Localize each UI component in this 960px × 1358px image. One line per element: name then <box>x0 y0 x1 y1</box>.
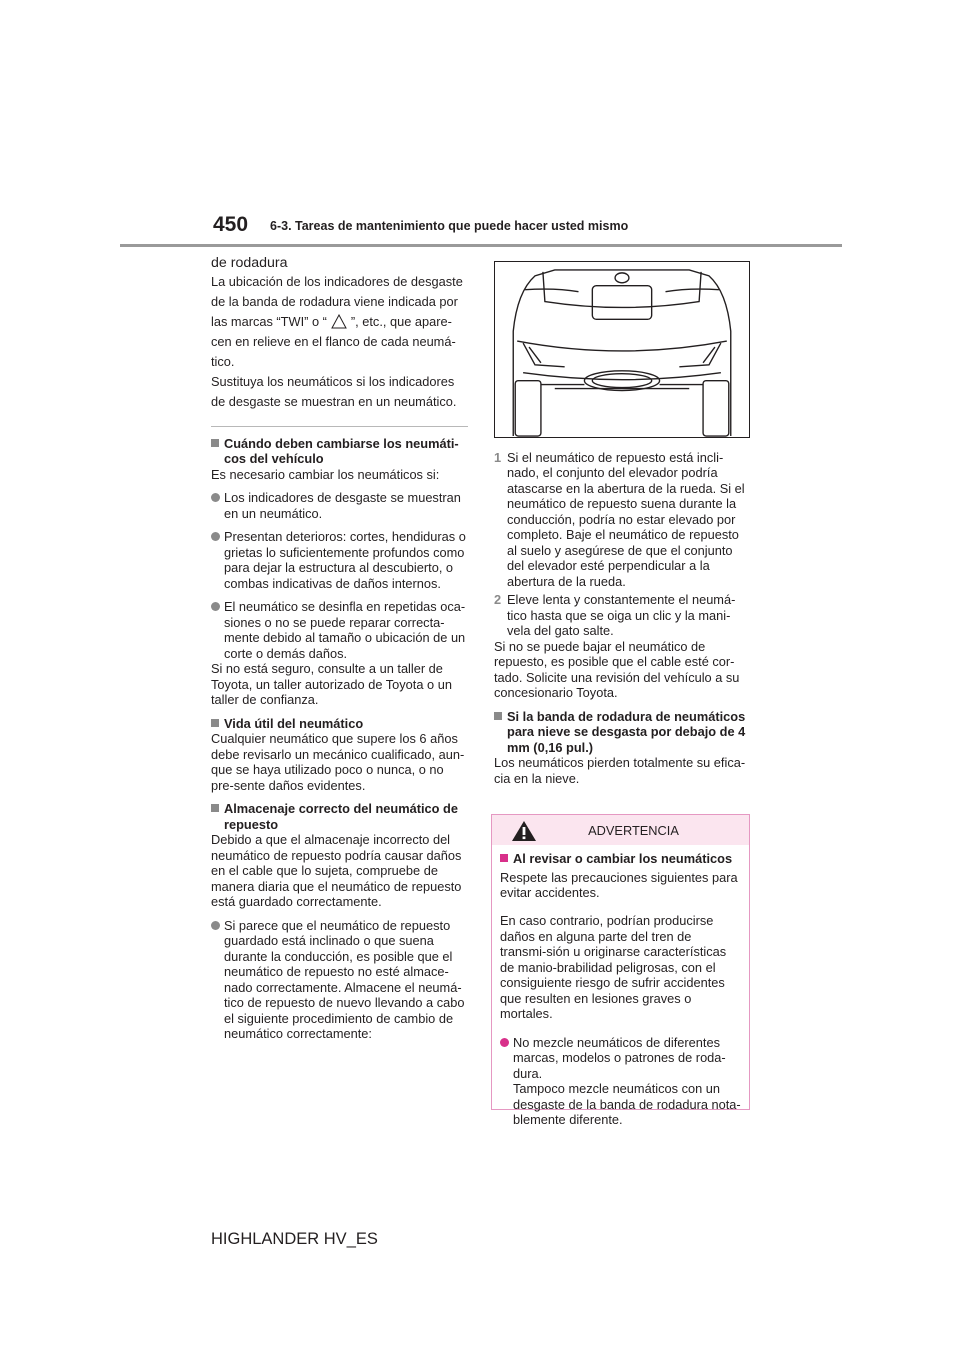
list-item: Los indicadores de desgaste se muestran en un neumático. <box>211 490 468 521</box>
replace-paragraph: Sustituya los neumáticos si los indicadores de desgaste se muestran en un neumático. <box>211 373 457 409</box>
body-text: Es necesario cambiar los neumáticos si: <box>211 466 440 482</box>
heading-snow-tire: Si la banda de rodadura de neumáticos para nieve se desgasta por debajo de 4 mm (0,16 pul.) <box>494 709 752 756</box>
body-text: Los neumáticos pierden totalmente su efica-cia en la nieve. <box>494 755 746 786</box>
step-number: 1 <box>494 449 502 465</box>
page-number: 450 <box>213 213 249 236</box>
section-separator <box>211 426 468 427</box>
intro-paragraph: La ubicación de los indicadores de desgaste de la banda de rodadura viene indicada por las marcas “TWI” o “ ”, etc., que apare-cen en relieve en el flanco de cada neumá-tico. <box>211 273 463 369</box>
warning-list-item: No mezcle neumáticos de diferentes marcas, modelos o patrones de roda-dura. Tampoco mezcle neumáticos con un desgaste de la banda de rodadura nota-blemente diferente. <box>500 1035 741 1128</box>
list-item: El neumático se desinfla en repetidas oca-siones o no se puede reparar correcta-mente debido al tamaño o ubicación de un corte o demás daños. <box>211 599 468 661</box>
bullet-icon <box>211 921 220 930</box>
section-title: 6-3. Tareas de mantenimiento que puede hacer usted mismo <box>270 219 629 233</box>
heading-spare-storage: Almacenaje correcto del neumático de repuesto <box>211 801 468 832</box>
warning-text: Respete las precauciones siguientes para evitar accidentes. <box>500 869 738 900</box>
body-text: Debido a que el almacenaje incorrecto del neumático de repuesto podría causar daños en el cable que lo sujeta, compruebe de manera diaria que el neumático de repuesto está guardado correctamente. <box>211 832 462 909</box>
list-item: Presentan deterioros: cortes, hendiduras o grietas lo suficientemente profundos como para dejar la estructura al descubierto, o combas indicativas de daños internos. <box>211 529 468 591</box>
square-marker-icon <box>494 712 502 720</box>
step-number: 2 <box>494 592 502 607</box>
wear-indicator-triangle-icon <box>331 314 347 329</box>
body-text: Cualquier neumático que supere los 6 años debe revisarlo un mecánico cualificado, aun-que se haya utilizado poco o nunca, o no pre-sente daños evidentes. <box>211 731 465 793</box>
square-marker-icon <box>211 719 219 727</box>
vehicle-rear-illustration <box>494 261 750 438</box>
warning-body <box>492 845 749 1128</box>
square-marker-icon <box>500 854 508 862</box>
square-marker-icon <box>211 439 219 447</box>
square-marker-icon <box>211 804 219 812</box>
footer-model: HIGHLANDER HV_ES <box>211 1230 378 1248</box>
heading-tire-lifespan: Vida útil del neumático <box>211 716 468 732</box>
warning-heading: Al revisar o cambiar los neumáticos <box>500 851 741 867</box>
bullet-icon <box>211 493 220 502</box>
bullet-icon <box>211 532 220 541</box>
step-item: 2 Eleve lenta y constantemente el neumá-tico hasta que se oiga un clic y la mani-vela del gato salte. <box>494 592 736 638</box>
bullet-icon <box>211 602 220 611</box>
warning-text: En caso contrario, podrían producirse daños en alguna parte del tren de transmi-sión u originarse características de manio-brabilidad peligrosas, con el consiguiente riesgo de sufrir accidentes que resulten en lesiones graves o mortales. <box>500 913 727 1022</box>
warning-title: ADVERTENCIA <box>588 823 679 838</box>
warning-box <box>491 814 750 1128</box>
subheading: de rodadura <box>211 255 288 271</box>
bullet-icon <box>500 1038 509 1047</box>
list-item: Si parece que el neumático de repuesto guardado está inclinado o que suena durante la conducción, es posible que el neumático de repuesto no esté almace-nado correctamente. Almacene el neumá-tico de repuesto de nuevo llevando a cabo el siguiente procedimiento de cambio de neumático correctamente: <box>211 918 468 1042</box>
heading-when-replace: Cuándo deben cambiarse los neumáti-cos del vehículo <box>211 436 468 467</box>
header-divider <box>120 244 842 247</box>
step-item: 1 Si el neumático de repuesto está incli-nado, el conjunto del elevador podría atascarse en la abertura de la rueda. Si el neumático de repuesto suena durante la conducción, podría no estar elevado por completo. Baje el neumático de repuesto al suelo y asegúrese de que el conjunto del elevador esté perpendicular a la abertura de la rueda. <box>494 449 745 589</box>
body-text: Si no se puede bajar el neumático de repuesto, es posible que el cable esté cor-tado. Solicite una revisión del vehículo a su concesionario Toyota. <box>494 638 740 700</box>
body-text: Si no está seguro, consulte a un taller de Toyota, un taller autorizado de Toyota o un taller de confianza. <box>211 661 452 707</box>
left-column <box>211 256 468 1042</box>
warning-header <box>492 815 749 845</box>
right-column <box>494 261 752 786</box>
